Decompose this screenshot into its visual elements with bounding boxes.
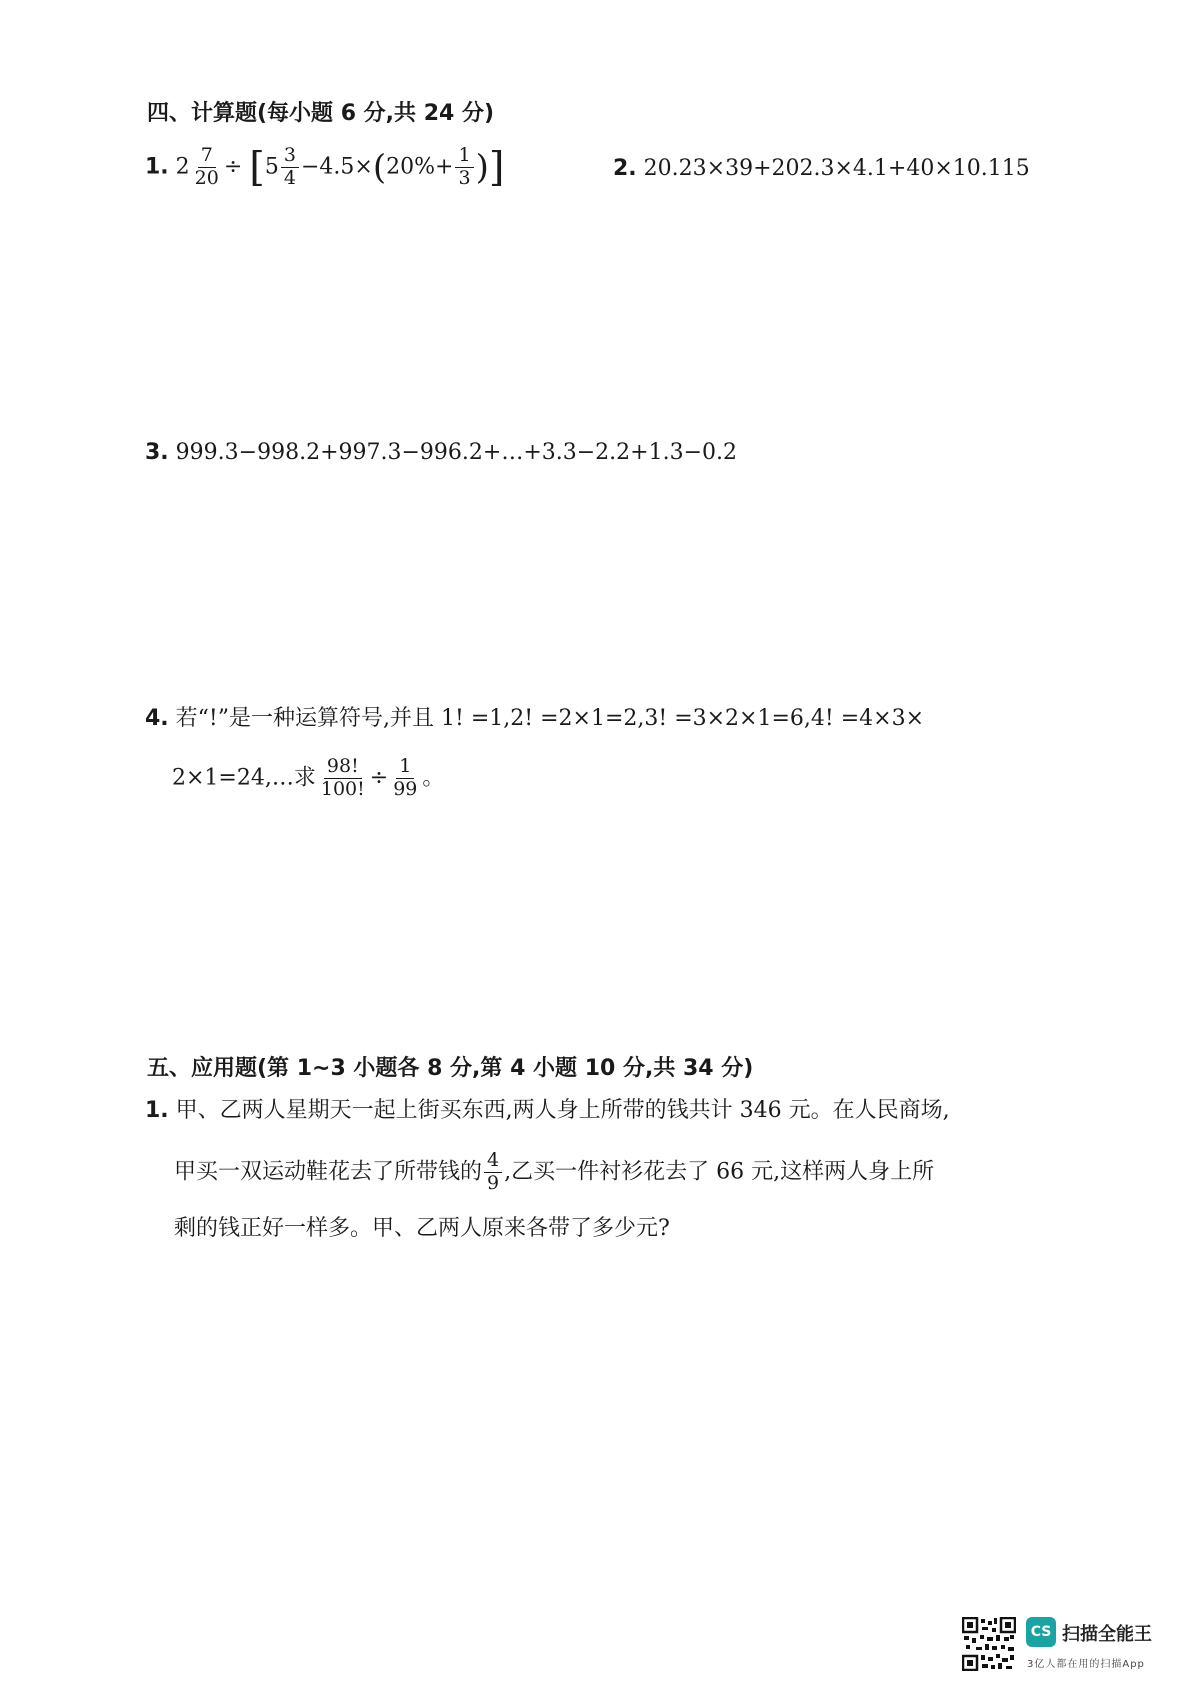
fraction: $\frac{1}{3}$	[455, 145, 473, 190]
problem-text: 20.23×39+202.3×4.1+40×10.115	[643, 156, 1030, 181]
section-4-heading: 四、计算题(每小题 6 分,共 24 分)	[147, 101, 495, 126]
problem-number: 3.	[145, 440, 169, 465]
problem-text: 999.3−998.2+997.3−996.2+…+3.3−2.2+1.3−0.2	[175, 440, 738, 465]
fraction: $\frac{3}{4}$	[281, 145, 299, 190]
problem-number: 1.	[145, 1098, 169, 1123]
problem-5-1-line3	[174, 1218, 670, 1240]
problem-4-3	[145, 442, 737, 464]
problem-text: ,乙买一件衬衫花去了 66 元,这样两人身上所	[504, 1159, 935, 1185]
fraction: $\frac{98!}{100!}$	[320, 755, 365, 800]
fraction: $\frac{1}{99}$	[393, 755, 418, 800]
problem-text: 甲、乙两人星期天一起上街买东西,两人身上所带的钱共计 346 元。在人民商场,	[175, 1098, 950, 1123]
problem-text: 2×1=24,…求	[172, 765, 316, 791]
camscanner-logo: CS	[1026, 1617, 1056, 1647]
period: 。	[422, 765, 445, 791]
left-paren: (	[372, 147, 387, 188]
mixed-whole: 5	[264, 154, 279, 180]
divide-sign: ÷	[223, 154, 243, 180]
problem-number: 2.	[613, 156, 637, 181]
expression-part: 20%+	[386, 154, 454, 180]
section-5-heading: 五、应用题(第 1~3 小题各 8 分,第 4 小题 10 分,共 34 分)	[147, 1056, 754, 1081]
right-paren: )	[475, 147, 489, 188]
mixed-whole: 2	[175, 154, 190, 180]
problem-4-4-line2	[172, 756, 444, 801]
problem-number: 1.	[145, 154, 169, 180]
problem-text: 甲买一双运动鞋花去了所带钱的	[174, 1159, 483, 1185]
divide-sign: ÷	[369, 765, 389, 791]
qr-code-icon	[962, 1617, 1016, 1671]
fraction: $\frac{7}{20}$	[194, 144, 219, 189]
problem-5-1-line2	[174, 1150, 934, 1195]
right-bracket: ]	[488, 144, 505, 191]
left-bracket: [	[249, 144, 265, 191]
problem-4-1	[145, 145, 504, 190]
fraction: $\frac{4}{9}$	[484, 1150, 502, 1195]
problem-5-1-line1	[145, 1100, 950, 1122]
brand-tagline: 3亿人都在用的扫描App	[1027, 1659, 1145, 1670]
problem-4-2	[613, 158, 1030, 180]
problem-text: 若“!”是一种运算符号,并且 1! =1,2! =2×1=2,3! =3×2×1=6,4! =4×3×	[175, 706, 925, 731]
problem-number: 4.	[145, 706, 169, 731]
brand-name: 扫描全能王	[1062, 1624, 1152, 1645]
problem-4-4-line1	[145, 708, 924, 730]
expression-part: −4.5×	[301, 154, 373, 180]
problem-text: 剩的钱正好一样多。甲、乙两人原来各带了多少元?	[174, 1216, 670, 1241]
